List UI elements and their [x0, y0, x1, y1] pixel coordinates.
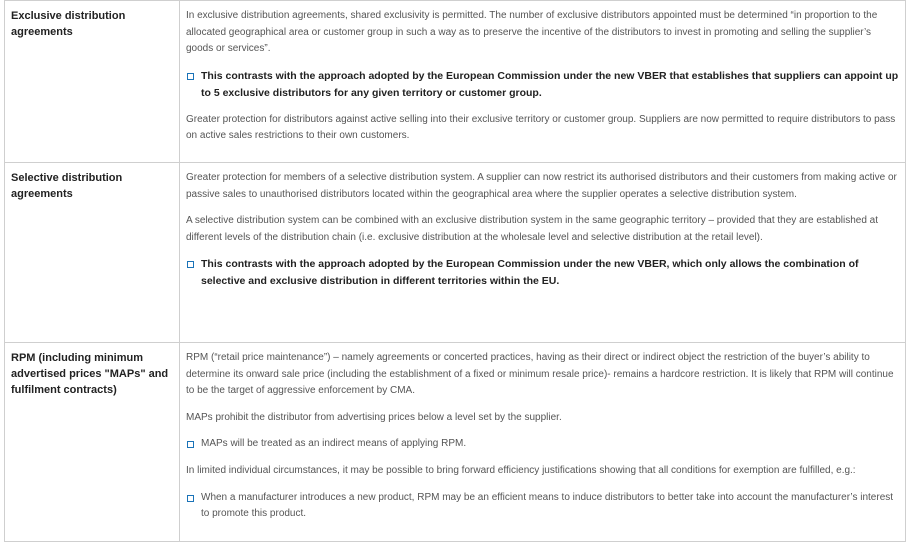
bullet-text: This contrasts with the approach adopted by the European Commission under the new VBER, which only allows the combination of selective and exclusive distribution in different territories within the EU. [201, 258, 859, 288]
row-label: Exclusive distribution agreements [5, 1, 180, 163]
paragraph: A selective distribution system can be combined with an exclusive distribution system in the same geographic territory – provided that they are established at different levels of the distribution chain (i.e. exclusive distribution at the wholesale level and selective distribution at the retail level). [186, 215, 879, 243]
row-content [180, 1, 906, 163]
table-row [5, 163, 906, 343]
paragraph: RPM (“retail price maintenance”) – namely agreements or concerted practices, having as their direct or indirect object the restriction of the buyer’s ability to determine its onward sale price (including the establishment of a fixed or minimum resale price)- remains a hardcore restriction. It is likely that RPM will continue to be the target of aggressive enforcement by CMA. [186, 352, 894, 397]
table-row [5, 1, 906, 163]
square-bullet-icon [187, 441, 194, 448]
paragraph: In limited individual circumstances, it may be possible to bring forward efficiency justifications showing that all conditions for exemption are fulfilled, e.g.: [186, 464, 856, 476]
paragraph: In exclusive distribution agreements, shared exclusivity is permitted. The number of exclusive distributors appointed must be determined “in proportion to the allocated geographical area or customer group in such a way as to preserve the incentive of the distributors to invest in promoting and selling the supplier’s goods or services”. [186, 10, 878, 55]
paragraph: MAPs prohibit the distributor from advertising prices below a level set by the supplier. [186, 411, 562, 423]
row-label: Selective distribution agreements [5, 163, 180, 343]
row-content [180, 343, 906, 542]
row-label: RPM (including minimum advertised prices "MAPs" and fulfilment contracts) [5, 343, 180, 542]
table-row [5, 343, 906, 542]
highlight-bullet [186, 68, 899, 102]
bullet-text: MAPs will be treated as an indirect means of applying RPM. [201, 438, 467, 450]
bullet-text: When a manufacturer introduces a new product, RPM may be an efficient means to induce distributors to better take into account the manufacturer’s interest to promote this product. [201, 491, 894, 520]
row-content [180, 163, 906, 343]
list-item [186, 490, 899, 523]
square-bullet-icon [187, 73, 194, 80]
paragraph: Greater protection for members of a selective distribution system. A supplier can now restrict its authorised distributors and their customers from making active or passive sales to unauthorised distributors located within the geographical area where the supplier operates a selective distribution system. [186, 172, 897, 200]
square-bullet-icon [187, 261, 194, 268]
bullet-text: This contrasts with the approach adopted by the European Commission under the new VBER that establishes that suppliers can appoint up to 5 exclusive distributors for any given territory or customer group. [201, 69, 899, 99]
paragraph: Greater protection for distributors against active selling into their exclusive territory or customer group. Suppliers are now permitted to require distributors to pass on active sales restrictions to their own customers. [186, 113, 896, 142]
square-bullet-icon [187, 495, 194, 502]
distribution-rules-table [4, 0, 906, 542]
table-body [5, 1, 906, 542]
list-item [186, 436, 899, 453]
highlight-bullet [186, 256, 899, 290]
